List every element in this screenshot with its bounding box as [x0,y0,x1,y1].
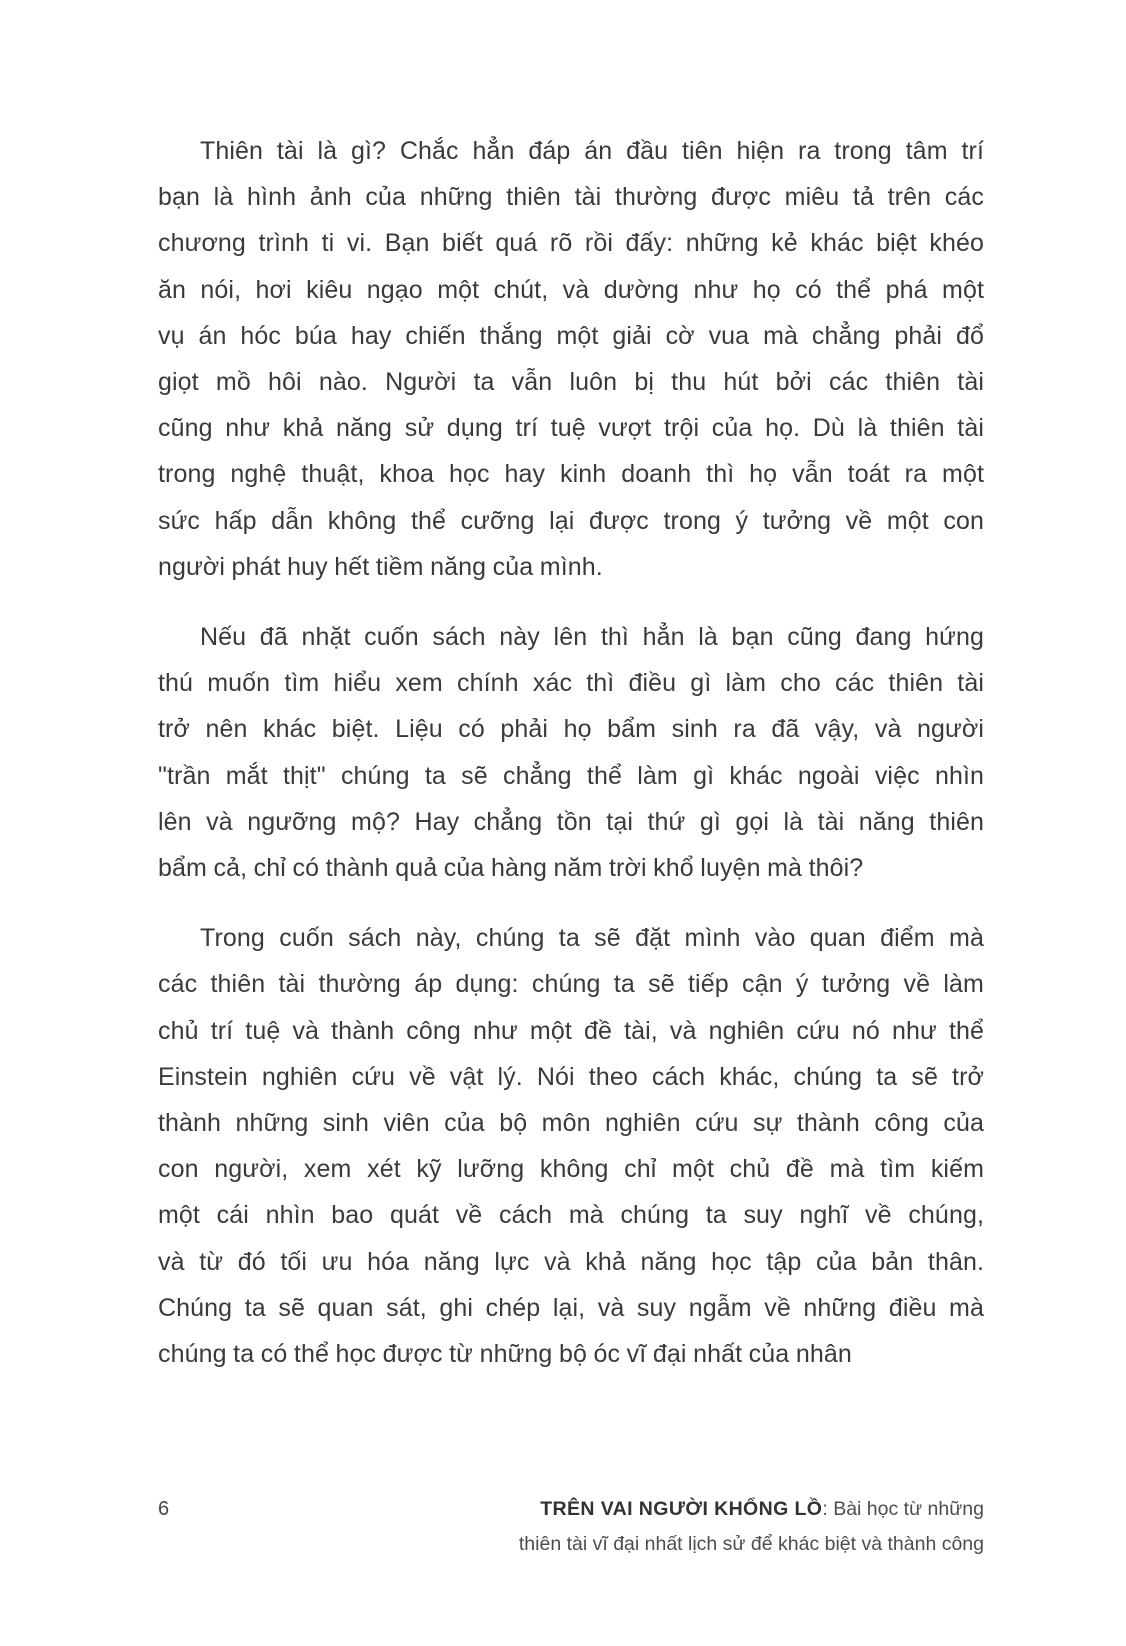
text-line: Nếu đã nhặt cuốn sách này lên thì hẳn là bạn cũng đang hứng [200,623,984,652]
paragraph [158,915,984,1377]
text-line: ăn nói, hơi kiêu ngạo một chút, và dường như họ có thể phá một [158,275,984,304]
page-number: 6 [158,1498,170,1520]
book-subtitle-part2: thiên tài vĩ đại nhất lịch sử để khác biệt và thành công [518,1532,984,1555]
text-line: bẩm cả, chỉ có thành quả của hàng năm trời khổ luyện mà thôi? [158,854,864,883]
text-line: chương trình ti vi. Bạn biết quá rõ rồi đấy: những kẻ khác biệt khéo [158,229,984,258]
text-line: trong nghệ thuật, khoa học hay kinh doanh thì họ vẫn toát ra một [158,460,984,489]
page-body [158,128,984,1401]
text-line: chúng ta có thể học được từ những bộ óc vĩ đại nhất của nhân [158,1340,852,1369]
text-line: các thiên tài thường áp dụng: chúng ta sẽ tiếp cận ý tưởng về làm [158,970,984,999]
text-line: thú muốn tìm hiểu xem chính xác thì điều gì làm cho các thiên tài [158,669,984,698]
text-line: giọt mồ hôi nào. Người ta vẫn luôn bị thu hút bởi các thiên tài [158,368,984,397]
text-line: Einstein nghiên cứu về vật lý. Nói theo cách khác, chúng ta sẽ trở [158,1062,984,1091]
running-title-line1 [519,1492,984,1527]
text-line: và từ đó tối ưu hóa năng lực và khả năng học tập của bản thân. [158,1247,984,1276]
paragraph [158,128,984,590]
text-line: lên và ngưỡng mộ? Hay chẳng tồn tại thứ gì gọi là tài năng thiên [158,807,984,836]
text-line: thành những sinh viên của bộ môn nghiên cứu sự thành công của [158,1109,984,1138]
running-title [519,1492,984,1561]
page-footer [158,1492,984,1561]
text-line: bạn là hình ảnh của những thiên tài thường được miêu tả trên các [158,183,984,212]
text-line: con người, xem xét kỹ lưỡng không chỉ một chủ đề mà tìm kiếm [158,1155,984,1184]
text-line: người phát huy hết tiềm năng của mình. [158,552,603,581]
text-line: Chúng ta sẽ quan sát, ghi chép lại, và suy ngẫm về những điều mà [158,1293,984,1322]
text-line: Trong cuốn sách này, chúng ta sẽ đặt mình vào quan điểm mà [200,924,984,953]
text-line: "trần mắt thịt" chúng ta sẽ chẳng thể làm gì khác ngoài việc nhìn [158,761,984,790]
book-title: TRÊN VAI NGƯỜI KHỔNG LỒ [540,1498,823,1520]
text-line: cũng như khả năng sử dụng trí tuệ vượt trội của họ. Dù là thiên tài [158,414,984,443]
text-line: chủ trí tuệ và thành công như một đề tài, và nghiên cứu nó như thể [158,1016,984,1045]
text-line: Thiên tài là gì? Chắc hẳn đáp án đầu tiên hiện ra trong tâm trí [200,137,984,165]
paragraph [158,614,984,891]
text-line: một cái nhìn bao quát về cách mà chúng ta suy nghĩ về chúng, [158,1201,984,1230]
text-line: trở nên khác biệt. Liệu có phải họ bẩm sinh ra đã vậy, và người [158,715,984,744]
book-subtitle-part1: : Bài học từ những [822,1498,984,1520]
text-line: vụ án hóc búa hay chiến thắng một giải cờ vua mà chẳng phải đổ [158,321,984,350]
text-line: sức hấp dẫn không thể cưỡng lại được trong ý tưởng về một con [158,506,984,535]
